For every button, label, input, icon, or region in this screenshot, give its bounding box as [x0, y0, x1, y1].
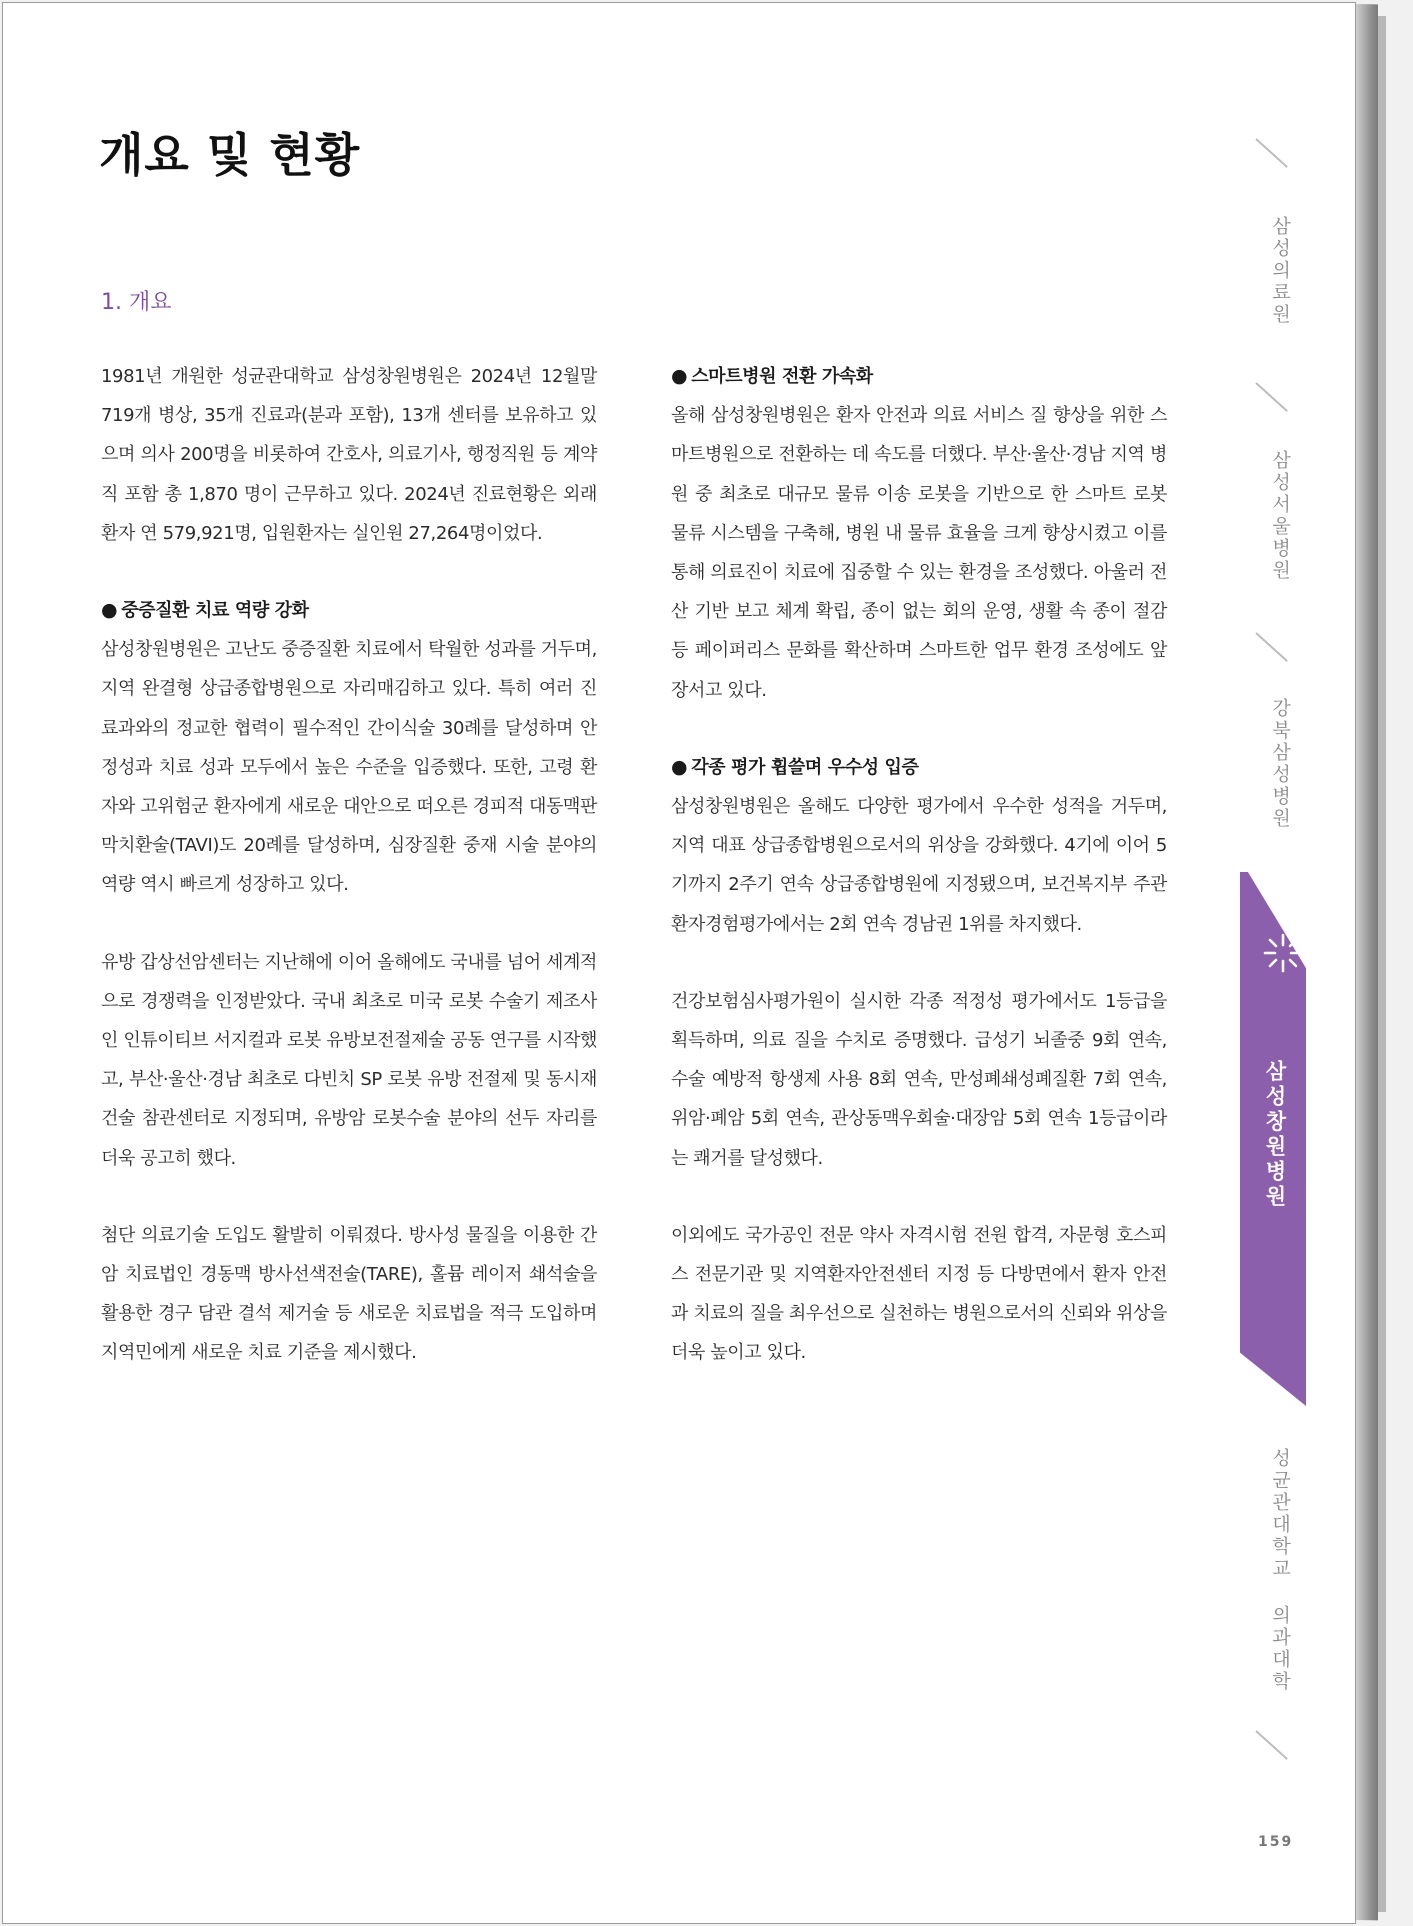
- intro-paragraph: 1981년 개원한 성균관대학교 삼성창원병원은 2024년 12월말 719개 병상, 35개 진료과(분과 포함), 13개 센터를 보유하고 있으며 의사 200명을 비롯하여 간호사, 의료기사, 행정직원 등 계약직 포함 총 1,870 명이 근무하고 있다. 2024년 진료현황은 외래환자 연 579,921명, 입원환자는 실인원 27,264명이었다.: [101, 366, 597, 544]
- subheading-text: 각종 평가 휩쓸며 우수성 입증: [691, 756, 919, 778]
- page-number: 159: [1258, 1834, 1294, 1850]
- right-column: [671, 357, 1167, 1373]
- side-tab-seoul-hospital[interactable]: 삼성서울병원: [1269, 450, 1291, 582]
- divider-slash: [1255, 138, 1288, 168]
- section-heading: 1. 개요: [101, 290, 172, 315]
- bullet-icon: ●: [671, 755, 688, 778]
- paragraph: 삼성창원병원은 고난도 중증질환 치료에서 탁월한 성과를 거두며, 지역 완결형 상급종합병원으로 자리매김하고 있다. 특히 여러 진료과와의 정교한 협력이 필수적인 간이식술 30례를 달성하며 안정성과 치료 성과 모두에서 높은 수준을 입증했다. 또한, 고령 환자와 고위험군 환자에게 새로운 대안으로 떠오른 경피적 대동맥판막치환술(TAVI)도 20례를 달성하며, 심장질환 중재 시술 분야의 역량 역시 빠르게 성장하고 있다.: [101, 639, 597, 896]
- side-tab-medical-school[interactable]: 성균관대학교 의과대학: [1269, 1448, 1291, 1693]
- paragraph: 건강보험심사평가원이 실시한 각종 적정성 평가에서도 1등급을 획득하며, 의료 질을 수치로 증명했다. 급성기 뇌졸중 9회 연속, 수술 예방적 항생제 사용 8회 연속, 만성폐쇄성폐질환 7회 연속, 위암·폐암 5회 연속, 관상동맥우회술·대장암 5회 연속 1등급이라는 쾌거를 달성했다.: [671, 990, 1167, 1169]
- subheading-text: 스마트병원 전환 가속화: [691, 366, 873, 387]
- divider-slash: [1255, 632, 1288, 662]
- page-edge: [1378, 16, 1386, 1912]
- bullet-icon: ●: [671, 365, 688, 387]
- side-tab-kangbuk-hospital[interactable]: 강북삼성병원: [1269, 698, 1291, 830]
- paragraph: 유방 갑상선암센터는 지난해에 이어 올해에도 국내를 넘어 세계적으로 경쟁력을 인정받았다. 국내 최초로 미국 로봇 수술기 제조사인 인튜이티브 서지컬과 로봇 유방보전절제술 공동 연구를 시작했고, 부산·울산·경남 최초로 다빈치 SP 로봇 유방 전절제 및 동시재건술 참관센터로 지정되며, 유방암 로봇수술 분야의 선두 자리를 더욱 공고히 했다.: [101, 951, 597, 1169]
- divider-slash: [1255, 382, 1288, 412]
- paragraph: 첨단 의료기술 도입도 활발히 이뤄졌다. 방사성 물질을 이용한 간암 치료법인 경동맥 방사선색전술(TARE), 홀뮴 레이저 쇄석술을 활용한 경구 담관 결석 제거술 등 새로운 치료법을 적극 도입하며 지역민에게 새로운 치료 기준을 제시했다.: [101, 1224, 597, 1364]
- divider-slash: [1255, 1730, 1288, 1760]
- paragraph: 삼성창원병원은 올해도 다양한 평가에서 우수한 성적을 거두며, 지역 대표 상급종합병원으로서의 위상을 강화했다. 4기에 이어 5기까지 2주기 연속 상급종합병원에 지정됐으며, 보건복지부 주관 환자경험평가에서는 2회 연속 경남권 1위를 차지했다.: [671, 796, 1167, 935]
- paragraph: 이외에도 국가공인 전문 약사 자격시험 전원 합격, 자문형 호스피스 전문기관 및 지역환자안전센터 지정 등 다방면에서 환자 안전과 치료의 질을 최우선으로 실천하는 병원으로서의 신뢰와 위상을 더욱 높이고 있다.: [671, 1224, 1167, 1364]
- subheading-text: 중증질환 치료 역량 강화: [121, 600, 309, 622]
- subheading-severe-disease: [101, 591, 597, 630]
- bullet-icon: ●: [101, 599, 118, 622]
- side-tab-samsung-medical[interactable]: 삼성의료원: [1269, 216, 1291, 326]
- subheading-evaluations: [671, 748, 1167, 787]
- page-title: 개요 및 현황: [99, 128, 361, 182]
- document-page: [2, 2, 1356, 1924]
- page-edge-shadow: [1356, 4, 1378, 1920]
- burst-icon: [1262, 932, 1304, 974]
- left-column: [101, 357, 597, 1373]
- paragraph: 올해 삼성창원병원은 환자 안전과 의료 서비스 질 향상을 위한 스마트병원으로 전환하는 데 속도를 더했다. 부산·울산·경남 지역 병원 중 최초로 대규모 물류 이송 로봇을 기반으로 한 스마트 로봇 물류 시스템을 구축해, 병원 내 물류 효율을 크게 향상시켰고 이를 통해 의료진이 치료에 집중할 수 있는 환경을 조성했다. 아울러 전산 기반 보고 체계 확립, 종이 없는 회의 운영, 생활 속 종이 절감 등 페이퍼리스 문화를 확산하며 스마트한 업무 환경 조성에도 앞장서고 있다.: [671, 405, 1167, 701]
- subheading-smart-hospital: [671, 357, 1167, 396]
- side-tab-changwon-hospital[interactable]: 삼성창원병원: [1263, 1060, 1287, 1210]
